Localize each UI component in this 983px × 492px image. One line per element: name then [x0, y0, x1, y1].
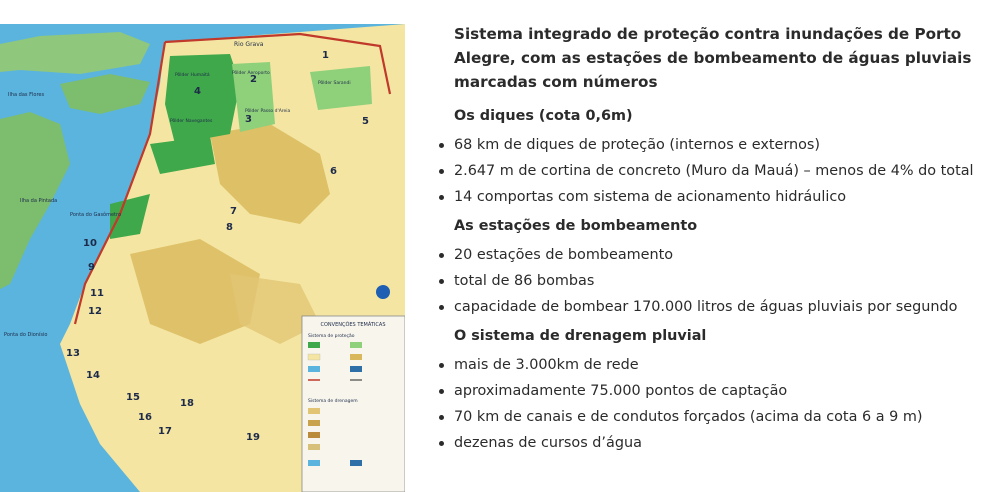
flood-protection-map [0, 24, 405, 492]
estacoes-list [454, 242, 974, 320]
station-number-13: 13 [66, 348, 80, 359]
station-number-1: 1 [322, 50, 329, 61]
station-number-14: 14 [86, 370, 100, 381]
station-number-10: 10 [83, 238, 97, 249]
station-number-12: 12 [88, 306, 102, 317]
legend-swatch-9 [308, 432, 320, 438]
pump-station-icon [376, 285, 390, 299]
label-ilha-flores: Ilha das Flores [8, 92, 45, 98]
label-polder-sarandi: Pôlder Sarandi [318, 81, 351, 86]
list-item: 70 km de canais e de condutos forçados (acima da cota 6 a 9 m) [454, 404, 974, 430]
legend-swatch-7 [308, 408, 320, 414]
label-polder-aeroporto: Pôlder Aeroporto [232, 71, 270, 76]
list-item: total de 86 bombas [454, 268, 974, 294]
legend-swatch-4 [350, 354, 362, 360]
station-number-4: 4 [194, 86, 201, 97]
article-content [454, 22, 974, 456]
legend-swatch-10 [308, 444, 320, 450]
legend-swatch-3 [308, 354, 320, 360]
legend-title: CONVENÇÕES TEMÁTICAS [320, 322, 386, 328]
legend-swatch-6 [350, 366, 362, 372]
label-rio-gravatai: Rio Grava [234, 41, 264, 48]
list-item: 2.647 m de cortina de concreto (Muro da Mauá) – menos de 4% do total [454, 158, 974, 184]
section-heading-estacoes: As estações de bombeamento [454, 218, 698, 234]
label-ilha-pintada: Ilha da Pintada [20, 198, 58, 204]
legend-swatch-2 [350, 342, 362, 348]
legend-swatch-5 [308, 366, 320, 372]
list-item: 14 comportas com sistema de acionamento hidráulico [454, 184, 974, 210]
article-title: Sistema integrado de proteção contra inundações de Porto Alegre, com as estações de bombeamento de águas pluviais marcadas com números [454, 25, 972, 91]
station-number-5: 5 [362, 116, 369, 127]
list-item: capacidade de bombear 170.000 litros de águas pluviais por segundo [454, 294, 974, 320]
map-graphic [0, 24, 405, 492]
list-item: aproximadamente 75.000 pontos de captação [454, 378, 974, 404]
label-polder-passo-areia: Pôlder Passo d'Areia [245, 109, 291, 114]
station-number-16: 16 [138, 412, 152, 423]
polder-sarandi [310, 66, 372, 110]
list-item: dezenas de cursos d’água [454, 430, 974, 456]
label-ponta-dionisio: Ponta do Dionísio [4, 332, 48, 338]
station-number-3: 3 [245, 114, 252, 125]
list-item: mais de 3.000km de rede [454, 352, 974, 378]
label-polder-humaita: Pôlder Humaitá [175, 73, 210, 78]
legend-swatch-12 [350, 460, 362, 466]
station-number-9: 9 [88, 262, 95, 273]
list-item: 68 km de diques de proteção (internos e externos) [454, 132, 974, 158]
legend-swatch-1 [308, 342, 320, 348]
section-heading-drenagem: O sistema de drenagem pluvial [454, 328, 707, 344]
polder-humaita [165, 54, 240, 144]
legend-section-1: Sistema de proteção [308, 334, 355, 339]
station-number-15: 15 [126, 392, 140, 403]
label-polder-navegantes: Pôlder Navegantes [170, 119, 213, 124]
section-heading-diques: Os diques (cota 0,6m) [454, 108, 633, 124]
station-number-17: 17 [158, 426, 172, 437]
station-number-8: 8 [226, 222, 233, 233]
list-item: 20 estações de bombeamento [454, 242, 974, 268]
legend-swatch-11 [308, 460, 320, 466]
station-number-2: 2 [250, 74, 257, 85]
legend-section-2: Sistema de drenagem [308, 399, 358, 404]
station-number-19: 19 [246, 432, 260, 443]
station-number-6: 6 [330, 166, 337, 177]
station-number-11: 11 [90, 288, 104, 299]
drenagem-list [454, 352, 974, 456]
station-number-7: 7 [230, 206, 237, 217]
station-number-18: 18 [180, 398, 194, 409]
label-ponta-gasometro: Ponta do Gasômetro [70, 212, 122, 218]
legend-swatch-8 [308, 420, 320, 426]
diques-list [454, 132, 974, 210]
